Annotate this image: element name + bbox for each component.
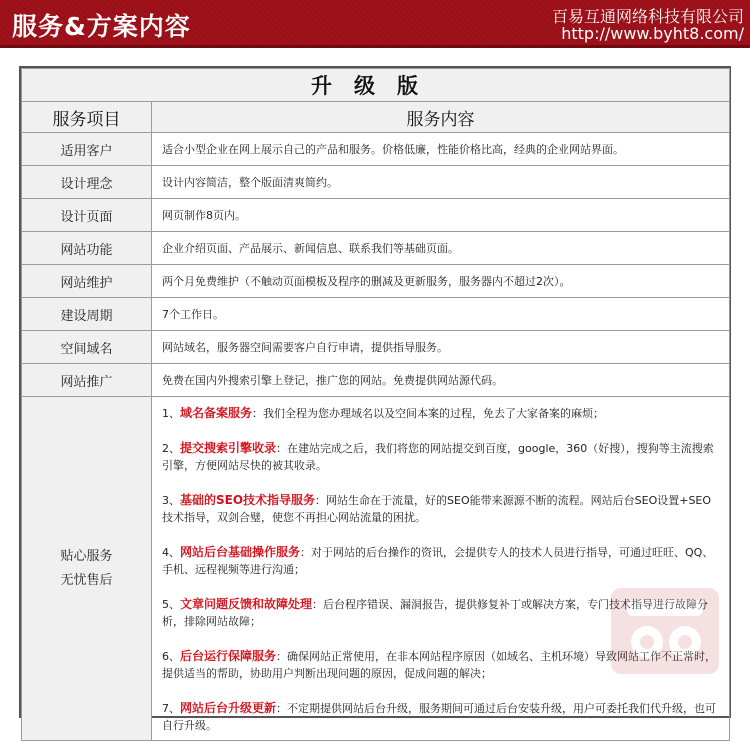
table-row — [22, 298, 730, 331]
row-label: 建设周期 — [22, 298, 152, 331]
version-title: 升级版 — [22, 69, 730, 102]
support-item-number: 3、 — [162, 494, 180, 507]
support-item — [162, 700, 717, 734]
support-item-number: 2、 — [162, 442, 180, 455]
column-header-item: 服务项目 — [22, 102, 152, 133]
support-item-number: 6、 — [162, 650, 180, 663]
row-label: 空间域名 — [22, 331, 152, 364]
support-item-title: 后台运行保障服务 — [180, 649, 277, 663]
support-label-line1: 贴心服务 — [60, 548, 113, 564]
company-name: 百易互通网络科技有限公司 — [551, 7, 744, 26]
support-item-text: ：在建站完成之后，我们将您的网站提交到百度，google，360（好搜），搜狗等主流搜索引擎，方便网站尽快的被其收录。 — [162, 442, 714, 472]
support-item-number: 7、 — [162, 702, 180, 715]
version-row — [22, 69, 730, 102]
row-label: 网站推广 — [22, 364, 152, 397]
support-item-text: ：网站生命在于流量，好的SEO能带来源源不断的流程。网站后台SEO设置+SEO技术指导，双剑合璧，使您不再担心网站流量的困扰。 — [162, 494, 712, 524]
row-value: 适合小型企业在网上展示自己的产品和服务。价格低廉，性能价格比高，经典的企业网站界面。 — [152, 133, 730, 166]
row-value: 企业介绍页面、产品展示、新闻信息、联系我们等基础页面。 — [152, 232, 730, 265]
support-item — [162, 440, 717, 474]
row-value: 网页制作8页内。 — [152, 199, 730, 232]
support-label-line2: 无忧售后 — [60, 572, 113, 588]
table-row — [22, 232, 730, 265]
column-header-row — [22, 102, 730, 133]
brand-watermark-icon — [609, 586, 721, 676]
row-label: 适用客户 — [22, 133, 152, 166]
support-item-number: 1、 — [162, 407, 180, 420]
row-value: 设计内容简洁，整个版面清爽简约。 — [152, 166, 730, 199]
row-label: 设计页面 — [22, 199, 152, 232]
support-content — [152, 397, 730, 741]
support-item-text: ：不定期提供网站后台升级，服务期间可通过后台安装升级，用户可委托我们代升级，也可自行升级。 — [162, 702, 717, 732]
table-row — [22, 166, 730, 199]
support-items — [162, 405, 717, 734]
support-item-text: ：确保网站正常使用，在非本网站程序原因（如域名、主机环境）导致网站工作不正常时，提供适当的帮助，协助用户判断出现问题的原因，促成问题的解决； — [162, 650, 717, 680]
support-item — [162, 544, 717, 578]
support-item-number: 4、 — [162, 546, 180, 559]
support-item-text: ：我们全程为您办理域名以及空间本案的过程，免去了大家备案的麻烦； — [252, 407, 605, 420]
column-header-content: 服务内容 — [152, 102, 730, 133]
service-table-frame — [19, 66, 731, 732]
support-item-text: ：后台程序错误、漏洞报告，提供修复补丁或解决方案，专门技术指导进行故障分析，排除网站故障； — [162, 598, 709, 628]
company-url[interactable]: http://www.byht8.com/ — [561, 24, 744, 43]
support-item — [162, 492, 717, 526]
support-item-title: 文章问题反馈和故障处理 — [180, 597, 313, 611]
row-label: 网站功能 — [22, 232, 152, 265]
support-item-title: 提交搜索引擎收录 — [180, 441, 277, 455]
table-row — [22, 331, 730, 364]
support-item-text: ：对于网站的后台操作的资讯，会提供专人的技术人员进行指导，可通过旺旺、QQ、手机、远程视频等进行沟通； — [162, 546, 714, 576]
table-row — [22, 265, 730, 298]
support-item-title: 网站后台升级更新 — [180, 701, 277, 715]
row-value: 两个月免费维护（不触动页面模板及程序的删减及更新服务，服务器内不超过2次）。 — [152, 265, 730, 298]
support-item-title: 网站后台基础操作服务 — [180, 545, 301, 559]
row-value: 网站域名，服务器空间需要客户自行申请，提供指导服务。 — [152, 331, 730, 364]
table-row — [22, 199, 730, 232]
page-header — [0, 0, 750, 48]
support-item-title: 域名备案服务 — [180, 406, 253, 420]
support-item-title: 基础的SEO技术指导服务 — [180, 493, 316, 507]
row-label: 网站维护 — [22, 265, 152, 298]
row-label: 设计理念 — [22, 166, 152, 199]
service-table — [21, 68, 730, 741]
support-label — [22, 397, 152, 741]
support-item-number: 5、 — [162, 598, 180, 611]
support-row — [22, 397, 730, 741]
table-row — [22, 133, 730, 166]
support-item — [162, 405, 717, 422]
table-row — [22, 364, 730, 397]
row-value: 免费在国内外搜索引擎上登记，推广您的网站。免费提供网站源代码。 — [152, 364, 730, 397]
header-title: 服务&方案内容 — [12, 12, 191, 41]
row-value: 7个工作日。 — [152, 298, 730, 331]
service-rows — [22, 133, 730, 397]
